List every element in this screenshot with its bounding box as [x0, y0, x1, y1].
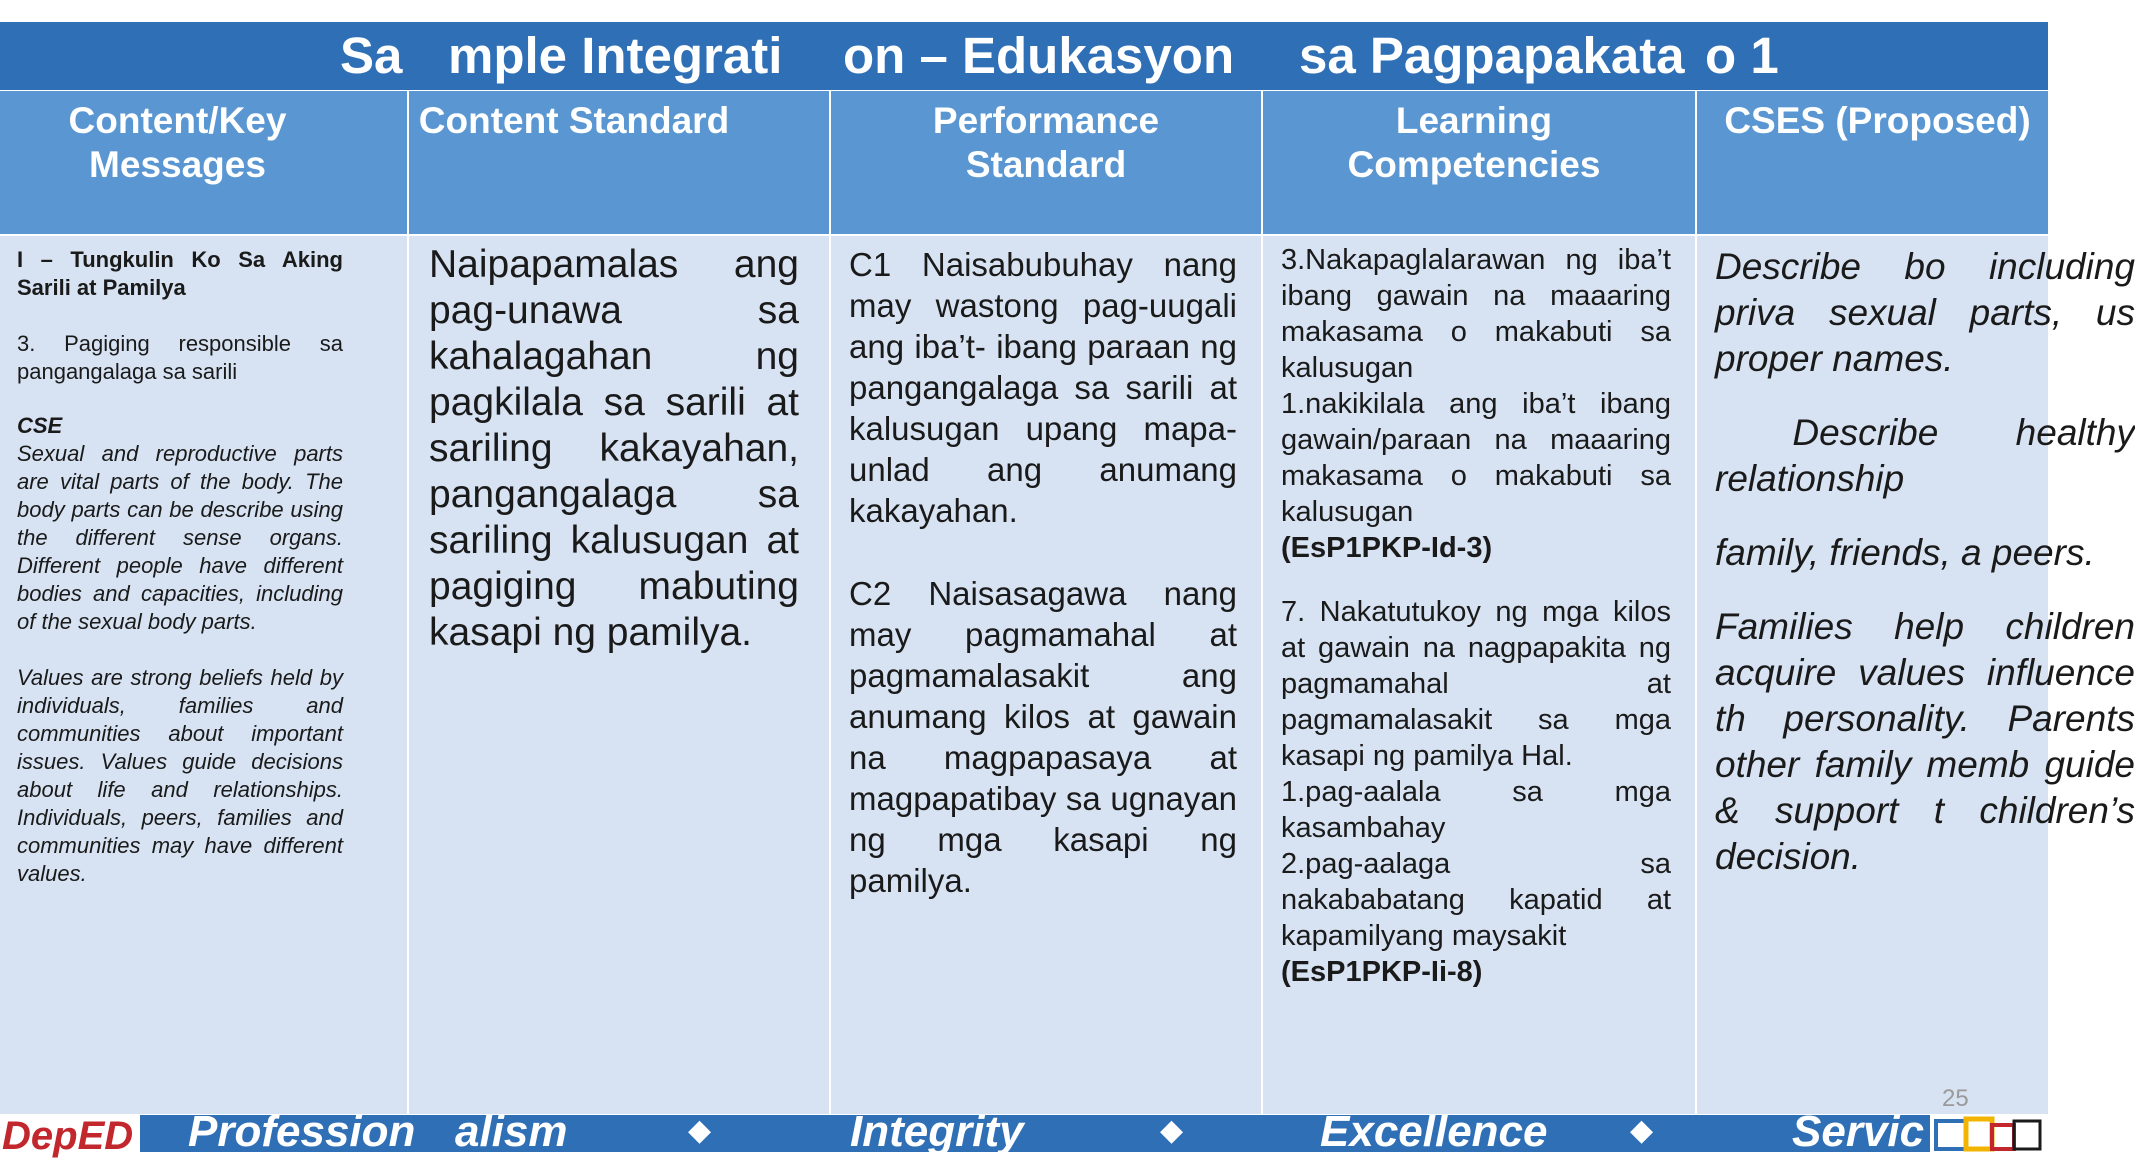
footer-word: Servic	[1792, 1107, 1925, 1156]
corner-logo-icon	[1930, 1115, 2048, 1152]
cell-content-standard	[409, 236, 831, 1114]
topic-item: 3. Pagiging responsible sa pangangalaga sa sarili	[17, 331, 350, 384]
diamond-icon: ◆	[1630, 1114, 1654, 1147]
cses-text-2: Describe healthy relationship	[1715, 412, 2135, 499]
header-cses-proposed: CSES (Proposed)	[1724, 100, 2031, 141]
cell-learning-competencies	[1263, 236, 1697, 1114]
header-learning-competencies: Learning Competencies	[1263, 91, 1697, 234]
competency-code: (EsP1PKP-Id-3)	[1281, 532, 1493, 564]
title-part: Sa	[340, 27, 403, 84]
footer-word: Profession	[188, 1107, 416, 1156]
header-performance-standard: Performance Standard	[831, 91, 1263, 234]
content-standard-text: Naipapamalas ang pag-unawa sa kahalagahan ng pagkilala sa sarili at sariling kakayahan, pangangalaga sa sariling kalusugan at pagiging mabuting kasapi ng pamilya.	[429, 243, 810, 654]
diamond-icon: ◆	[1160, 1114, 1184, 1147]
competency-code: (EsP1PKP-Ii-8)	[1281, 956, 1483, 988]
table-header	[0, 91, 2048, 234]
cses-text-3: family, friends, a peers.	[1715, 532, 2095, 573]
core-values-footer	[140, 1107, 2048, 1156]
title-part: mple Integrati	[448, 27, 783, 84]
cse-paragraph-2: Values are strong beliefs held by individuals, families and communities about important issues. Values guide decisions about life and relationships. Individuals, peers, families and communities may have different values.	[17, 665, 350, 886]
competency-7-sub-2: 2.pag-aalaga sa nakababatang kapatid at kapamilyang maysakit	[1281, 848, 1680, 952]
cell-content-key-messages	[0, 236, 409, 1114]
cell-performance-standard	[831, 236, 1263, 1114]
table-body-row	[0, 236, 2135, 1114]
footer-word: Integrity	[850, 1107, 1024, 1156]
title-part: on – Edukasyon	[843, 27, 1235, 84]
cse-paragraph-1: Sexual and reproductive parts are vital parts of the body. The body parts can be describe using the different sense organs. Different people have different bodies and capacities, including of the sexual body parts.	[17, 441, 350, 634]
title-part: sa Pagpapakata	[1299, 27, 1685, 84]
footer-word: Excellence	[1320, 1107, 1548, 1156]
cell-cses-proposed	[1697, 236, 2135, 1114]
footer-word: alism	[455, 1107, 568, 1156]
competency-7-sub-1: 1.pag-aalala sa mga kasambahay	[1281, 776, 1680, 844]
header-content-key-messages: Content/Key Messages	[0, 91, 409, 234]
cses-text-1: Describe bo including priva sexual parts, us proper names.	[1715, 246, 2135, 379]
performance-standard-c1: C1 Naisabubuhay nang may wastong pag-uugali ang iba’t- ibang paraan ng pangangalaga sa sarili at kalusugan upang mapa-unlad ang anumang kakayahan.	[849, 246, 1247, 529]
header-content-standard: Content Standard	[409, 91, 831, 234]
deped-logo: DepED	[2, 1114, 134, 1158]
diamond-icon: ◆	[688, 1114, 712, 1147]
competency-7: 7. Nakatutukoy ng mga kilos at gawain na nagpapakita ng pagmamahal at pagmamalasakit sa mga kasapi ng pamilya Hal.	[1281, 596, 1680, 772]
slide-title	[0, 22, 2048, 90]
cse-label: CSE	[17, 413, 63, 438]
page-number: 25	[1942, 1085, 1969, 1112]
cses-text-4: Families help children acquire values influence th personality. Parents other family memb guide & support t children’s decision.	[1715, 606, 2135, 877]
competency-3-sub-1: 1.nakikilala ang iba’t ibang gawain/paraan na maaaring makasama o makabuti sa kalusugan	[1281, 388, 1680, 528]
title-part: o 1	[1705, 27, 1779, 84]
section-heading: I – Tungkulin Ko Sa Aking Sarili at Pamilya	[17, 247, 350, 300]
competency-3: 3.Nakapaglalarawan ng iba’t ibang gawain na maaaring makasama o makabuti sa kalusugan	[1281, 244, 1680, 384]
performance-standard-c2: C2 Naisasagawa nang may pagmamahal at pagmamalasakit ang anumang kilos at gawain na magpapasaya at magpapatibay sa ugnayan ng mga kasapi ng pamilya.	[849, 575, 1247, 899]
